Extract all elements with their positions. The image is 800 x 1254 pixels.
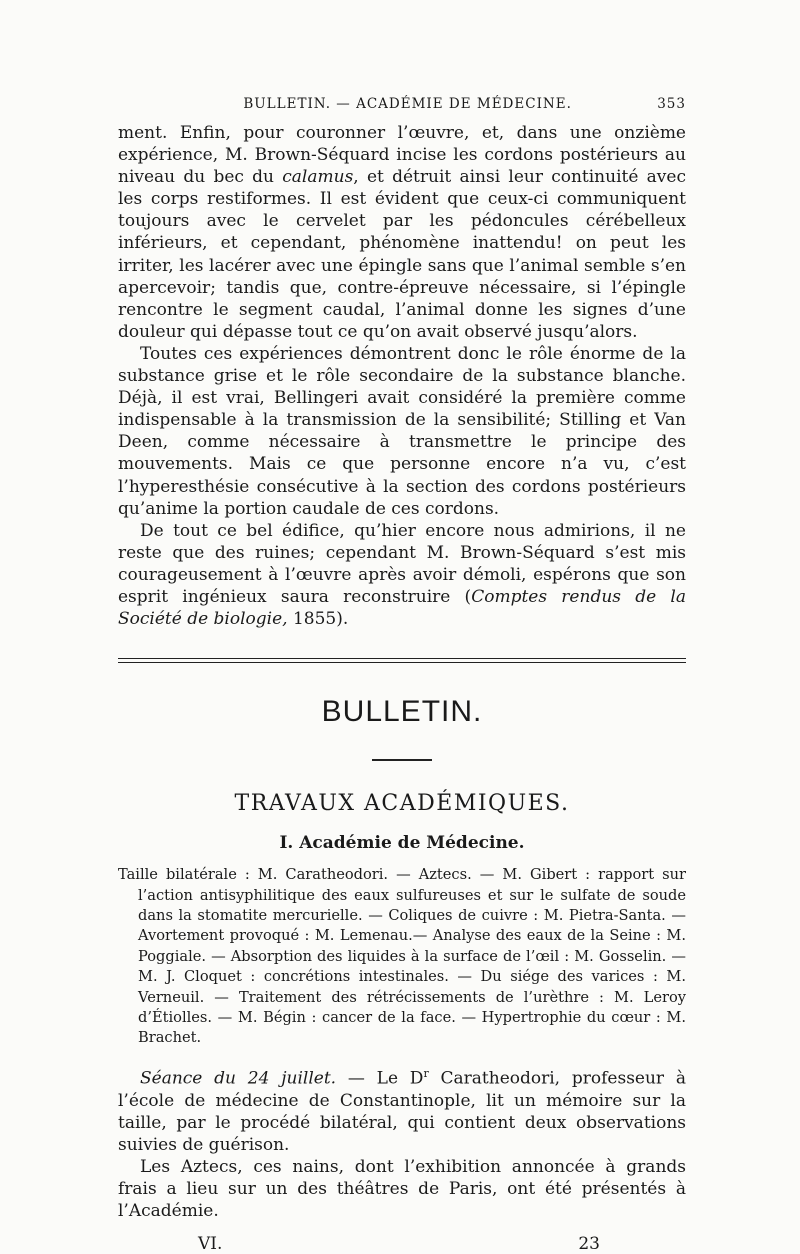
signature-mark: VI. (198, 1234, 223, 1254)
paragraph-aztecs: Les Aztecs, ces nains, dont l’exhibition annoncée à grands frais a lieu sur un des théâtres de Paris, ont été présentés à l’Académie. (118, 1156, 686, 1222)
italic-term: calamus (282, 167, 354, 188)
paragraph-session (118, 1063, 686, 1156)
running-head-title: BULLETIN. — ACADÉMIE DE MÉDECINE. (243, 96, 572, 112)
session-date: Séance du 24 juillet. (140, 1068, 337, 1089)
running-head (118, 96, 686, 120)
document-page (118, 96, 686, 1254)
paragraph-continuation (118, 122, 686, 343)
paragraph-text: ment. Enfin, pour couronner l’œuvre, et, dans une onzième expérience, M. Brown-Séquard incise les cordons postérieurs au niveau du bec du (118, 123, 686, 188)
paragraph-text: Caratheodori, professeur à l’école de médecine de Constantinople, lit un mémoire sur la taille, par le procédé bilatéral, qui contient deux observations suivies de guérison. (118, 1068, 686, 1155)
sheet-number: 23 (578, 1234, 600, 1254)
page-footer (118, 1234, 686, 1254)
paragraph-text: De tout ce bel édifice, qu’hier encore nous admirions, il ne reste que des ruines; cependant M. Brown-Séquard s’est mis courageusement à l’œuvre après avoir démoli, espérons que son esprit ingénieux saura reconstruire ( (118, 520, 686, 607)
superscript: r (423, 1066, 429, 1080)
subsection-title: TRAVAUX ACADÉMIQUES. (234, 791, 570, 817)
session-summary: Taille bilatérale : M. Caratheodori. — Aztecs. — M. Gibert : rapport sur l’action antisyphilitique des eaux sulfureuses et sur le sulfate de soude dans la stomatite mercurielle. — Coliques de cuivre : M. Pietra-Santa. — Avortement provoqué : M. Lemenau.— Analyse des eaux de la Seine : M. Poggiale. — Absorption des liquides à la surface de l’œil : M. Gosselin. — M. J. Cloquet : concrétions intestinales. — Du siége des varices : M. Verneuil. — Traitement des rétrécissements de l’urèthre : M. Leroy d’Étiolles. — M. Bégin : cancer de la face. — Hypertrophie du cœur : M. Brachet. (118, 866, 686, 1047)
short-rule-divider (372, 759, 432, 761)
paragraph-experiences: Toutes ces expériences démontrent donc le rôle énorme de la substance grise et le rôle secondaire de la substance blanche. Déjà, il est vrai, Bellingeri avait considéré la première comme indispensable à la transmission de la sensibilité; Stilling et Van Deen, comme nécessaire à transmettre le principe des mouvements. Mais ce que personne encore n’a vu, c’est l’hyperesthésie consécutive à la section des cordons postérieurs qu’anime la portion caudale de ces cordons. (118, 343, 686, 519)
paragraph-text: , et détruit ainsi leur continuité avec les corps restiformes. Il est évident que ceux-ci communiquent toujours avec le cervelet par les pédoncules cérébelleux inférieurs, et cependant, phénomène inattendu! on peut les irriter, les lacérer avec une épingle sans que l’animal semble s’en apercevoir; tandis que, contre-épreuve nécessaire, si l’épingle rencontre le segment caudal, l’animal donne les signes d’une douleur qui dépasse tout ce qu’on avait observé jusqu’alors. (118, 167, 686, 342)
paragraph-text: 1855). (287, 609, 349, 630)
academy-heading: I. Académie de Médecine. (279, 833, 525, 854)
double-rule-divider (118, 658, 686, 663)
citation-title: Comptes rendus de la Société de biologie, (118, 586, 686, 630)
paragraph-text: — Le D (336, 1068, 424, 1089)
page-number: 353 (657, 96, 686, 112)
section-title: BULLETIN. (321, 695, 483, 729)
paragraph-conclusion (118, 520, 686, 630)
